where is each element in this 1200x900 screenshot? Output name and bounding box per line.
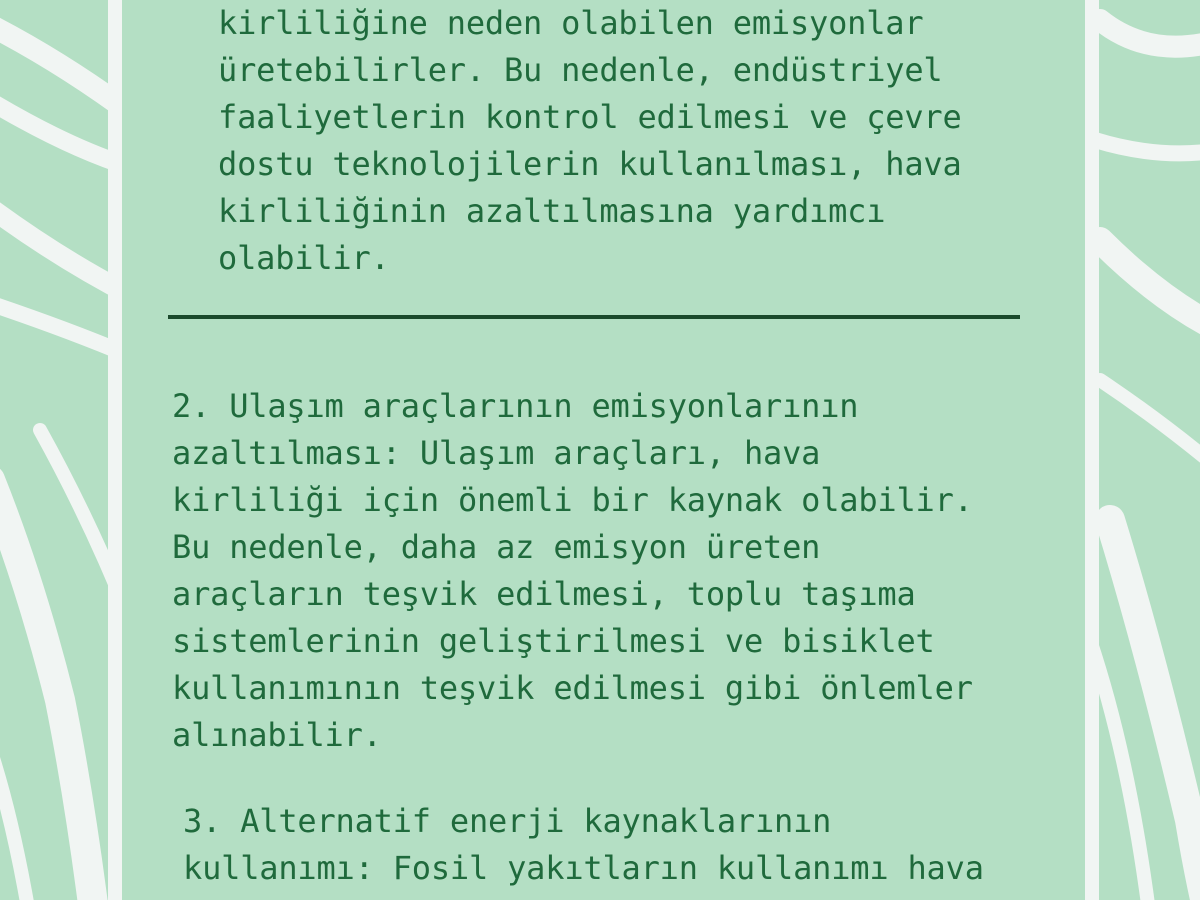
text-line: faaliyetlerin kontrol edilmesi ve çevre	[218, 98, 962, 136]
text-line: kirliliğinin azaltılmasına yardımcı	[218, 192, 886, 230]
text-line: kullanımının teşvik edilmesi gibi önlemler	[172, 669, 973, 707]
text-line: 3. Alternatif enerji kaynaklarının	[183, 802, 832, 840]
paragraph-section-1	[218, 0, 962, 282]
panel-left-edge	[108, 0, 122, 900]
text-line: araçların teşvik edilmesi, toplu taşıma	[172, 575, 916, 613]
section-divider	[168, 315, 1020, 319]
text-line: azaltılması: Ulaşım araçları, hava	[172, 434, 821, 472]
text-line: dostu teknolojilerin kullanılması, hava	[218, 145, 962, 183]
panel-right-edge	[1085, 0, 1099, 900]
text-line: sistemlerinin geliştirilmesi ve bisiklet	[172, 622, 935, 660]
text-line: üretebilirler. Bu nedenle, endüstriyel	[218, 51, 943, 89]
text-line: kullanımı: Fosil yakıtların kullanımı hava	[183, 849, 984, 887]
text-line: Bu nedenle, daha az emisyon üreten	[172, 528, 821, 566]
text-line: kirliliğine neden olabilen emisyonlar	[218, 4, 924, 42]
paragraph-section-2	[172, 383, 973, 759]
text-line: kirliliği için önemli bir kaynak olabilir.	[172, 481, 973, 519]
text-line: 2. Ulaşım araçlarının emisyonlarının	[172, 387, 859, 425]
text-line: olabilir.	[218, 239, 390, 277]
text-line: alınabilir.	[172, 716, 382, 754]
paragraph-section-3	[183, 798, 984, 892]
